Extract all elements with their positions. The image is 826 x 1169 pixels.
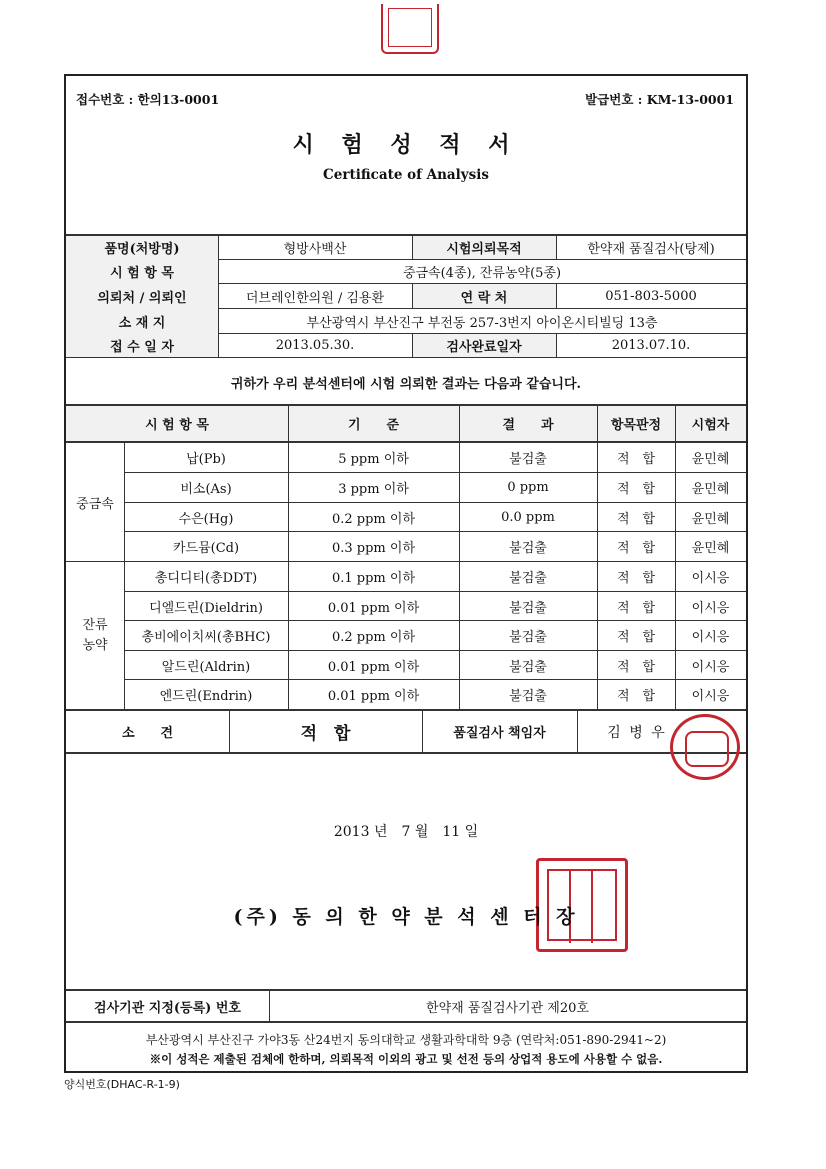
header-standard: 기 준 [347,418,400,433]
document-title: 시 험 성 적 서 [292,132,520,158]
header-test-item: 시 험 항 목 [145,418,209,433]
completed-date-label: 검사완료일자 [446,340,522,355]
result-value: 불검출 [509,541,547,556]
result-item: 총디디티(총DDT) [154,571,258,586]
result-judgment: 적 합 [616,600,656,616]
result-item: 납(Pb) [186,452,226,467]
result-tester: 윤민혜 [691,541,730,556]
header-tester: 시험자 [691,418,730,433]
result-judgment: 적 합 [616,482,656,497]
result-judgment: 적 합 [616,452,656,467]
opinion-label: 소 견 [121,726,174,741]
result-standard: 0.2 ppm 이하 [331,511,416,527]
result-tester: 이시응 [691,689,730,704]
result-judgment: 적 합 [616,511,656,527]
result-standard: 5 ppm 이하 [338,452,409,467]
header-result: 결 과 [502,418,554,433]
received-date-label: 접 수 일 자 [110,340,174,355]
result-judgment: 적 합 [616,630,656,645]
manager-label: 품질검사 책임자 [453,726,546,741]
test-items-value: 중금속(4종), 잔류농약(5종) [402,266,562,281]
result-tester: 이시응 [691,571,730,586]
group-heavy-metals: 중금속 [76,496,114,512]
result-value: 불검출 [509,452,547,467]
result-value: 불검출 [509,659,547,675]
disclaimer: ※이 성적은 제출된 검체에 한하며, 의뢰목적 이외의 광고 및 선전 등의 상업적 용도에 사용할 수 없음. [149,1052,663,1066]
result-item: 디엘드린(Dieldrin) [149,600,263,616]
result-item: 수은(Hg) [178,511,234,527]
certificate-frame [64,74,748,1073]
result-tester: 윤민혜 [691,452,730,467]
client-label: 의뢰처 / 의뢰인 [97,290,187,306]
result-standard: 0.1 ppm 이하 [331,571,416,586]
result-item: 엔드린(Endrin) [159,689,253,704]
notice-text: 귀하가 우리 분석센터에 시험 의뢰한 결과는 다음과 같습니다. [230,377,582,392]
document-subtitle: Certificate of Analysis [323,167,489,183]
result-standard: 0.01 ppm 이하 [327,600,420,616]
product-label: 품명(처방명) [104,242,180,257]
purpose-value: 한약재 품질검사(탕제) [587,242,715,257]
results-table [66,404,746,710]
center-address: 부산광역시 부산진구 가야3동 산24번지 동의대학교 생활과학대학 9층 (연락처:051-890-2941~2) [145,1033,667,1047]
client-value: 더브레인한의원 / 김용환 [245,290,385,306]
issue-number: 발급번호 : KM-13-0001 [585,92,734,107]
result-standard: 3 ppm 이하 [338,482,409,497]
test-items-label: 시 험 항 목 [110,266,174,281]
received-date-value: 2013.05.30. [275,338,355,353]
result-value: 불검출 [509,630,547,645]
result-value: 0 ppm [507,480,549,495]
result-value: 불검출 [509,571,547,586]
opinion-value: 적 합 [300,724,351,744]
product-value: 형방사백산 [283,242,347,257]
info-table [66,234,746,358]
purpose-label: 시험의뢰목적 [446,242,522,257]
group-pesticides: 잔류 농약 [82,617,108,653]
issuer-name: (주) 동 의 한 약 분 석 센 터 장 [233,906,579,928]
result-item: 카드뮴(Cd) [172,541,240,556]
manager-name: 김 병 우 [607,724,667,741]
receipt-number: 접수번호 : 한의13-0001 [76,92,220,107]
result-judgment: 적 합 [616,541,656,556]
result-standard: 0.3 ppm 이하 [331,541,416,556]
result-standard: 0.01 ppm 이하 [327,659,420,675]
result-tester: 이시응 [691,600,730,616]
result-item: 알드린(Aldrin) [161,659,251,675]
contact-label: 연 락 처 [460,290,508,306]
issue-date: 2013 년 7 월 11 일 [333,824,479,840]
header-judgment: 항목판정 [610,418,662,433]
result-judgment: 적 합 [616,659,656,675]
result-judgment: 적 합 [616,689,656,704]
footer-section [66,989,746,1073]
result-tester: 이시응 [691,630,730,645]
result-value: 불검출 [509,689,547,704]
result-tester: 윤민혜 [691,482,730,497]
result-item: 총비에이치씨(총BHC) [141,630,271,645]
result-value: 0.0 ppm [501,509,555,525]
address-value: 부산광역시 부산진구 부전동 257-3번지 아이온시티빌딩 13층 [306,315,658,331]
designation-label: 검사기관 지정(등록) 번호 [94,1000,241,1016]
result-judgment: 적 합 [616,571,656,586]
result-tester: 윤민혜 [691,511,730,527]
result-standard: 0.2 ppm 이하 [331,630,416,645]
result-value: 불검출 [509,600,547,616]
contact-value: 051-803-5000 [605,288,697,304]
top-seal-stamp [381,4,439,54]
result-item: 비소(As) [180,482,232,497]
opinion-row [66,711,746,753]
completed-date-value: 2013.07.10. [611,338,691,353]
form-number: 양식번호(DHAC-R-1-9) [64,1078,180,1091]
manager-round-seal [670,714,740,780]
designation-value: 한약재 품질검사기관 제20호 [426,1000,589,1016]
result-tester: 이시응 [691,659,730,675]
result-standard: 0.01 ppm 이하 [327,689,420,704]
address-label: 소 재 지 [118,315,166,331]
